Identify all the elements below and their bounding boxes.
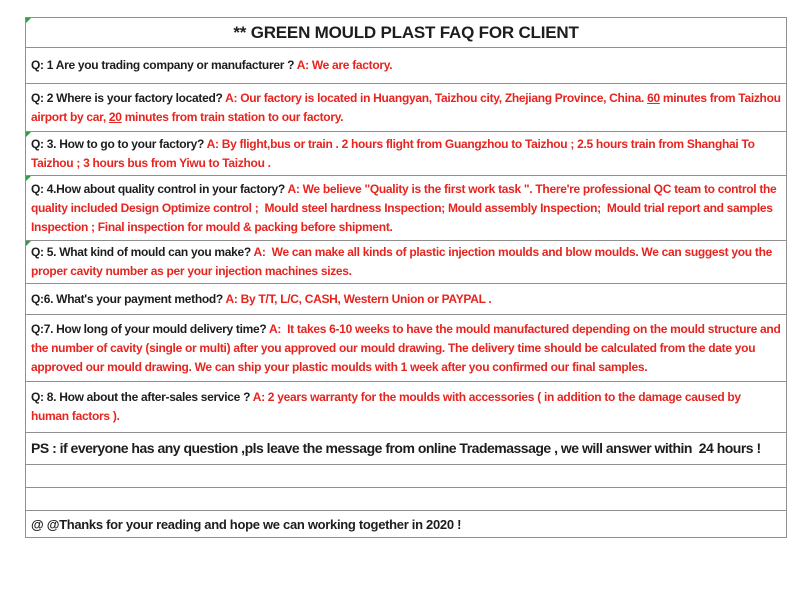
cell-corner-marker-icon [26, 241, 31, 246]
faq-row-q7 [26, 315, 786, 382]
question-text: Q: 4.How about quality control in your factory? [31, 181, 288, 196]
faq-row-q8 [26, 382, 786, 433]
faq-row-q2 [26, 84, 786, 132]
faq-row-text [31, 243, 781, 281]
faq-row-text [31, 135, 781, 173]
question-text: Q: 3. How to go to your factory? [31, 136, 207, 151]
question-text: Q: 5. What kind of mould can you make? [31, 245, 254, 259]
faq-row-text [31, 56, 392, 75]
question-text: Q: 8. How about the after-sales service ? [31, 390, 253, 404]
answer-text: A: Our factory is located in Huangyan, Taizhou city, Zhejiang Province, China. 60 minutes from Taizhou airport by car, 20 minutes from train station to our factory. [31, 90, 784, 124]
faq-row-text [31, 320, 784, 377]
question-text: Q:7. How long of your mould delivery time? [31, 321, 270, 336]
ps-note: PS : if everyone has any question ,pls leave the message from online Trademassage , we will answer within 24 hours ! [31, 440, 761, 456]
closing-note: @ @Thanks for your reading and hope we can working together in 2020 ! [31, 516, 462, 532]
question-text: Q:6. What's your payment method? [31, 291, 226, 306]
answer-text: A: We believe "Quality is the first work task ". There're professional QC team to control the quality included Design Optimize control ; Mould steel hardness Inspection; Mould assembly Inspection; Mould trial report and samples Inspection ; Final inspection for mould & packing before shipment. [31, 181, 780, 234]
answer-text: A: We are factory. [296, 58, 393, 72]
sheet-title-row [26, 18, 786, 48]
answer-text: A: By T/T, L/C, CASH, Western Union or PAYPAL . [225, 291, 492, 306]
answer-text: A: We can make all kinds of plastic injection moulds and blow moulds. We can suggest you the proper cavity number as per your injection machines sizes. [31, 245, 776, 278]
cell-corner-marker-icon [26, 18, 31, 23]
page-title: ** GREEN MOULD PLAST FAQ FOR CLIENT [233, 23, 579, 42]
faq-row-q4 [26, 176, 786, 241]
question-text: Q: 2 Where is your factory located? [31, 90, 226, 105]
answer-text: A: By flight,bus or train . 2 hours flight from Guangzhou to Taizhou ; 2.5 hours train from Shanghai To Taizhou ; 3 hours bus from Yiwu to Taizhou . [31, 136, 758, 170]
answer-text: A: 2 years warranty for the moulds with accessories ( in addition to the damage caused by human factors ). [31, 390, 744, 423]
question-text: Q: 1 Are you trading company or manufacturer ? [31, 58, 297, 72]
cell-corner-marker-icon [26, 132, 31, 137]
faq-row-q1 [26, 48, 786, 84]
answer-text: A: It takes 6-10 weeks to have the mould manufactured depending on the mould structure and the number of cavity (single or multi) after you approved our mould drawing. The delivery time should be calculated from the date you approved our mould drawing. We can ship your plastic moulds with 1 week after you confirmed our final samples. [31, 321, 784, 374]
faq-row-q6 [26, 284, 786, 315]
faq-row-q5 [26, 241, 786, 284]
faq-row-q3 [26, 132, 786, 176]
faq-row-text [31, 180, 781, 237]
empty-row [26, 488, 786, 511]
faq-row-text [31, 89, 784, 127]
empty-row [26, 465, 786, 488]
cell-corner-marker-icon [26, 176, 31, 181]
ps-note-row [26, 433, 786, 465]
closing-note-row [26, 511, 786, 537]
faq-table [25, 17, 787, 538]
faq-row-text [31, 388, 781, 426]
faq-row-text [31, 290, 491, 309]
